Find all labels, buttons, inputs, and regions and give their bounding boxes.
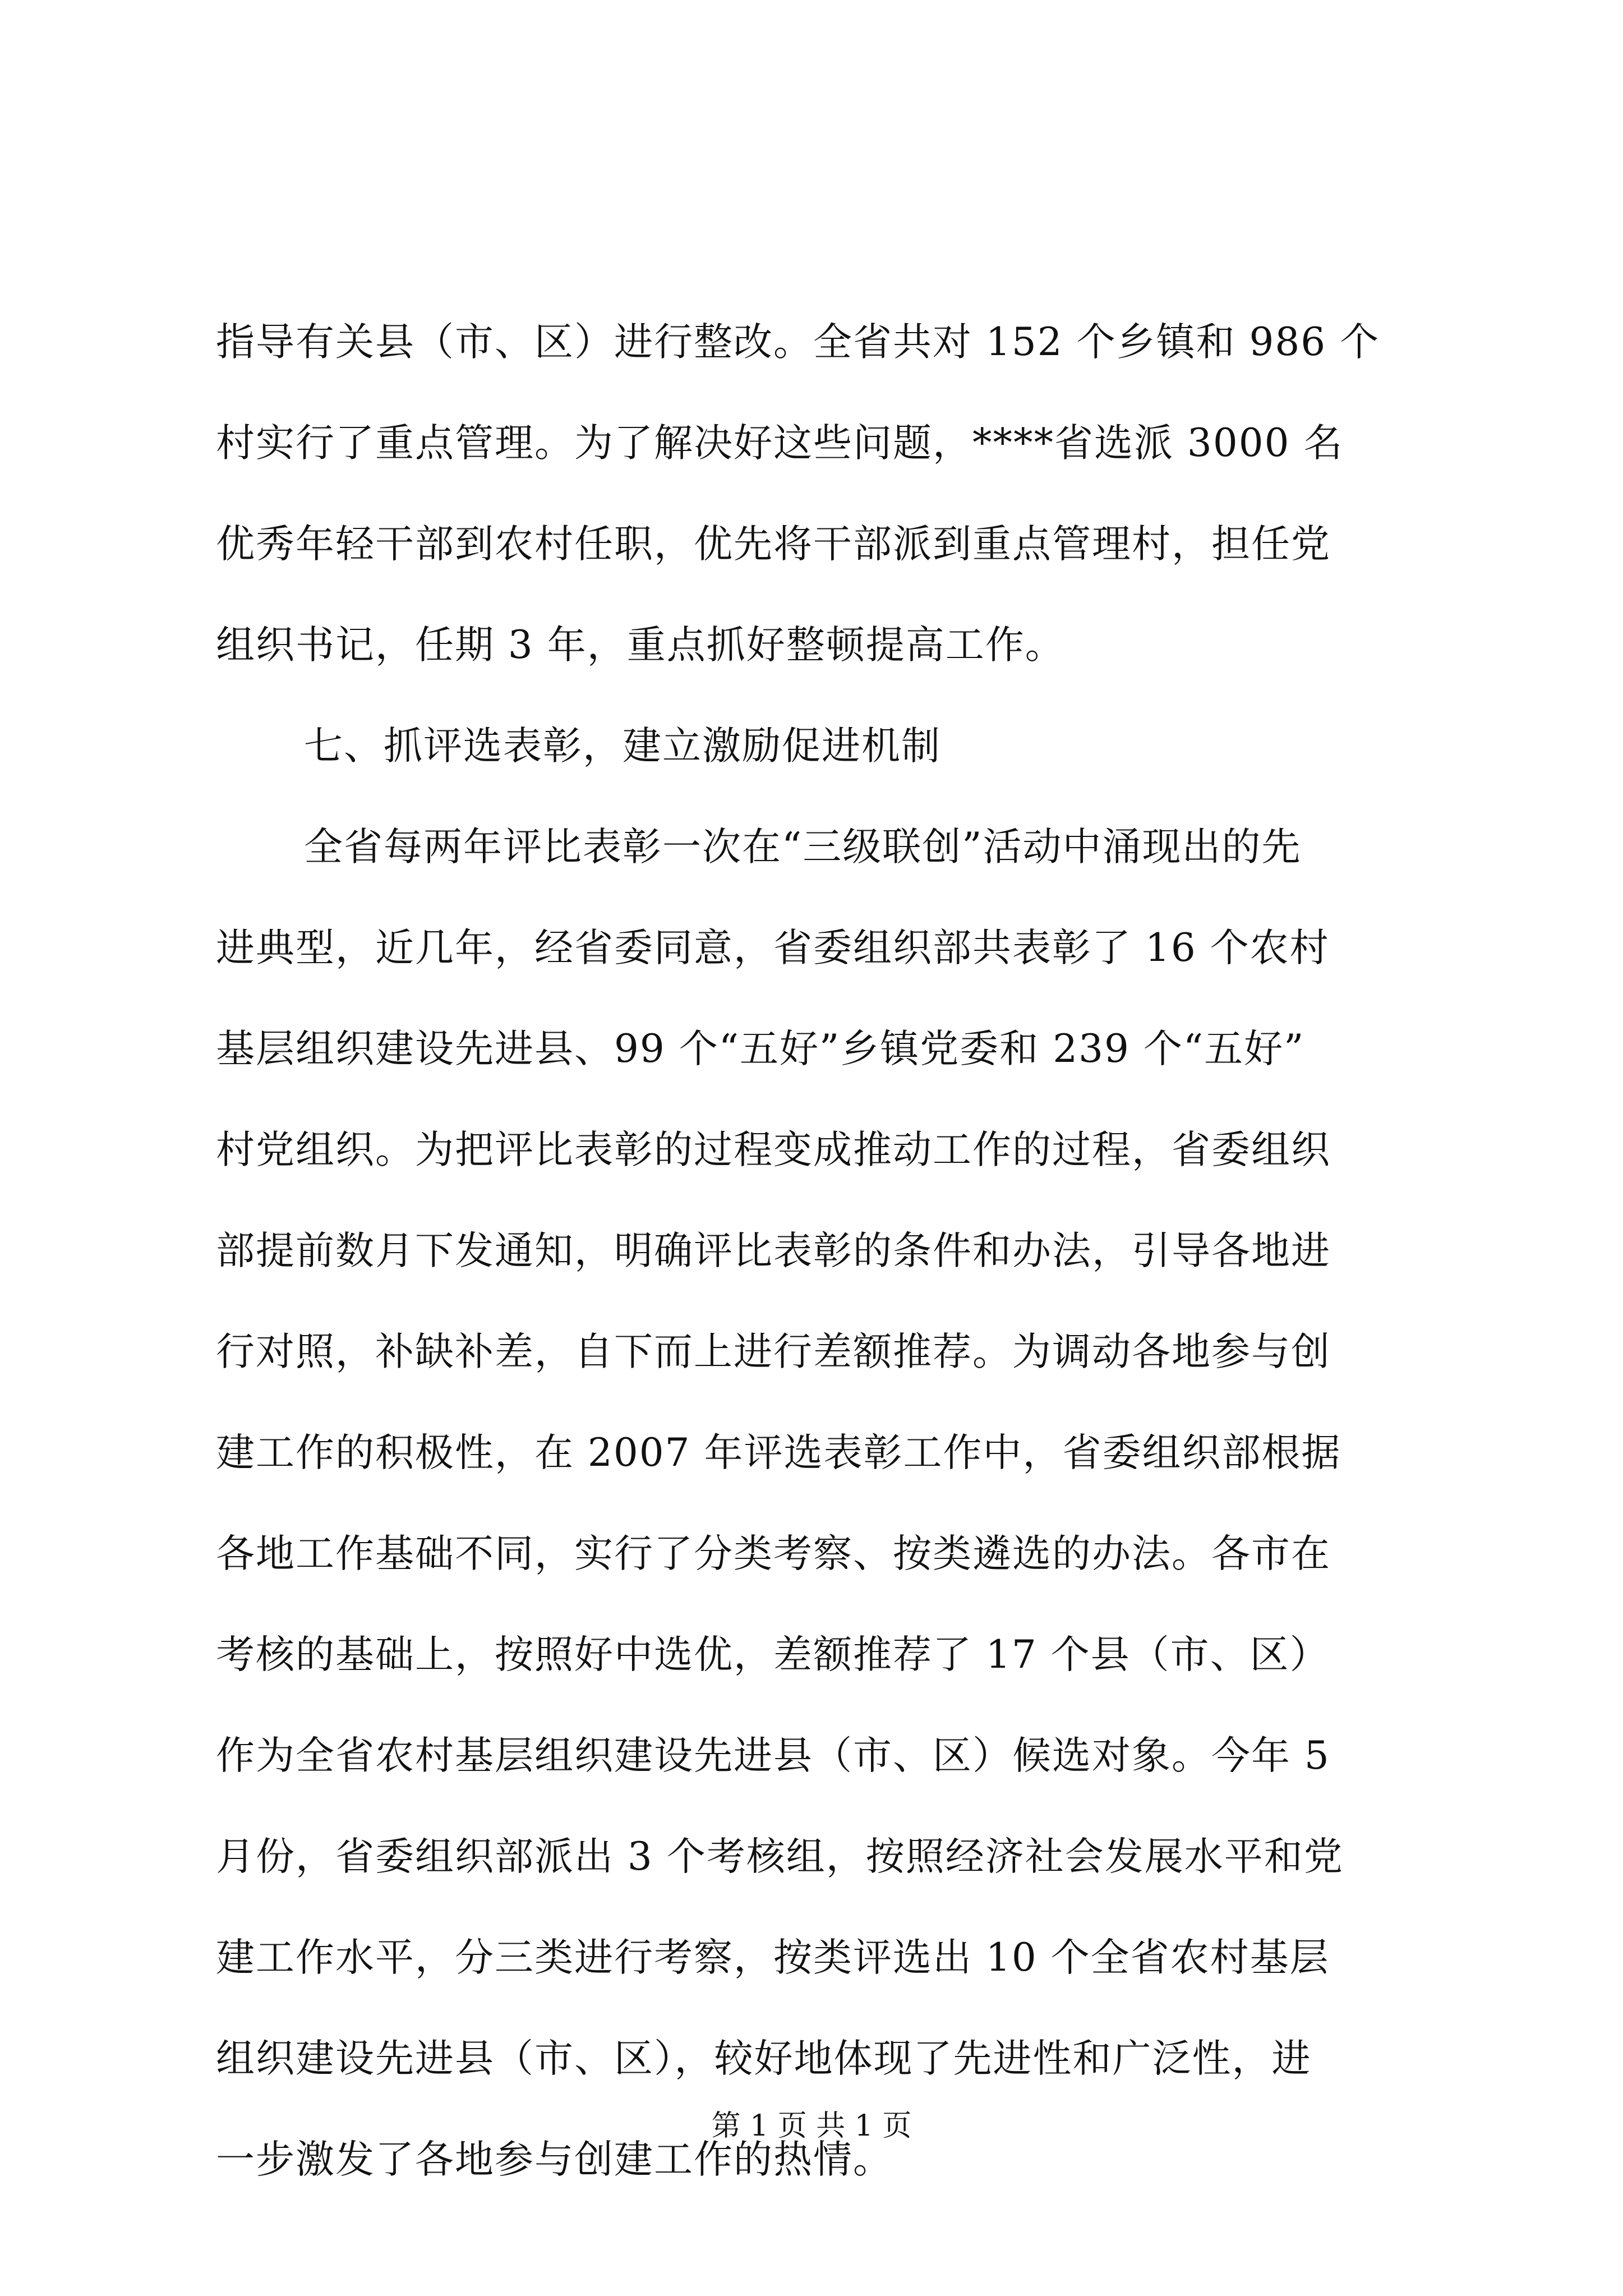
paragraph-line: 考核的基础上，按照好中选优，差额推荐了 17 个县（市、区） (216, 1632, 1330, 1677)
paragraph-line: 建工作的积极性，在 2007 年评选表彰工作中，省委组织部根据 (216, 1430, 1341, 1475)
paragraph-line: 作为全省农村基层组织建设先进县（市、区）候选对象。今年 5 (216, 1733, 1330, 1778)
paragraph-line: 各地工作基础不同，实行了分类考察、按类遴选的办法。各市在 (216, 1531, 1331, 1576)
paragraph-line: 部提前数月下发通知，明确评比表彰的条件和办法，引导各地进 (216, 1228, 1331, 1273)
paragraph-line: 组织书记，任期 3 年，重点抓好整顿提高工作。 (216, 623, 1065, 668)
paragraph-line: 进典型，近几年，经省委同意，省委组织部共表彰了 16 个农村 (216, 926, 1330, 970)
page-number-footer: 第 1 页 共 1 页 (711, 2109, 912, 2143)
paragraph-line: 组织建设先进县（市、区），较好地体现了先进性和广泛性，进 (216, 2036, 1312, 2081)
paragraph-line: 指导有关县（市、区）进行整改。全省共对 152 个乡镇和 986 个 (216, 320, 1380, 365)
paragraph-line: 优秀年轻干部到农村任职，优先将干部派到重点管理村，担任党 (216, 522, 1331, 567)
document-body (216, 292, 1416, 2210)
paragraph-line: 行对照，补缺补差，自下而上进行差额推荐。为调动各地参与创 (216, 1329, 1331, 1374)
paragraph-line: 建工作水平，分三类进行考察，按类评选出 10 个全省农村基层 (216, 1935, 1330, 1980)
paragraph-line: 全省每两年评比表彰一次在“三级联创”活动中涌现出的先 (304, 825, 1302, 869)
paragraph-line: 村党组织。为把评比表彰的过程变成推动工作的过程，省委组织 (216, 1128, 1331, 1172)
paragraph-line: 月份，省委组织部派出 3 个考核组，按照经济社会发展水平和党 (216, 1834, 1344, 1879)
paragraph-line: 一步激发了各地参与创建工作的热情。 (216, 2137, 893, 2182)
section-heading: 七、抓评选表彰，建立激励促进机制 (304, 724, 941, 769)
paragraph-line: 村实行了重点管理。为了解决好这些问题，****省选派 3000 名 (216, 421, 1344, 466)
paragraph-line: 基层组织建设先进县、99 个“五好”乡镇党委和 239 个“五好” (216, 1027, 1305, 1071)
